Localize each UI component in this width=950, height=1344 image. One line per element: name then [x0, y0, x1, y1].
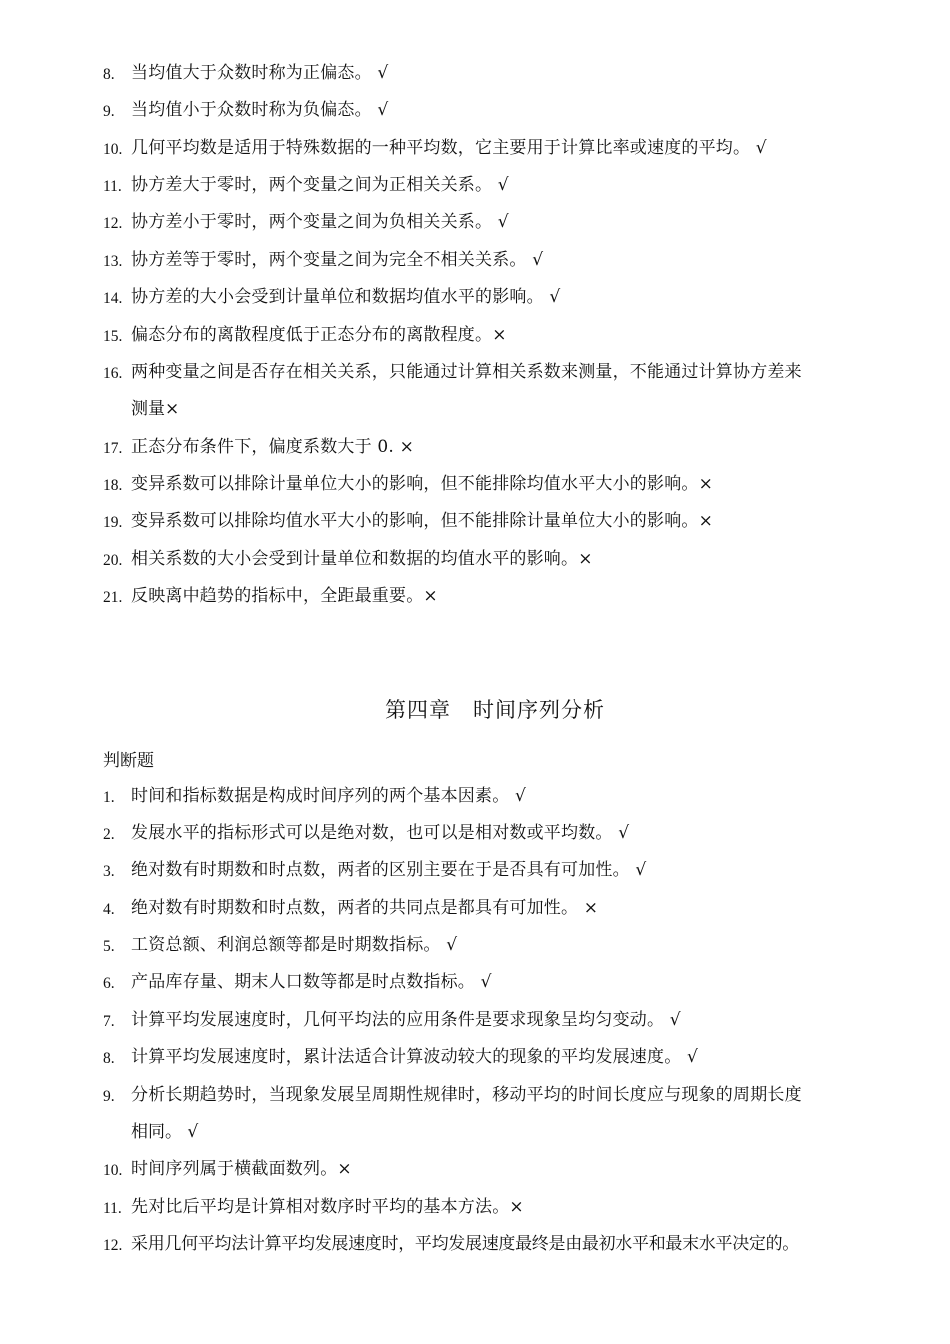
- item-number: 17.: [103, 440, 123, 457]
- list-item: [103, 1151, 893, 1189]
- item-text: 计算平均发展速度时，几何平均法的应用条件是要求现象呈均匀变动。 √: [131, 1010, 681, 1030]
- list-item: [103, 204, 893, 242]
- list-item: [103, 964, 893, 1002]
- item-number: 13.: [103, 253, 123, 270]
- item-number: 16.: [103, 365, 123, 382]
- list-item: [103, 167, 893, 205]
- item-number: 12.: [103, 1237, 123, 1254]
- item-number: 20.: [103, 552, 123, 569]
- item-number: 10.: [103, 1162, 123, 1179]
- item-number: 19.: [103, 514, 123, 531]
- item-number: 8.: [103, 66, 115, 83]
- item-text: 时间序列属于横截面数列。×: [131, 1159, 352, 1179]
- item-text: 采用几何平均法计算平均发展速度时，平均发展速度最终是由最初水平和最末水平决定的。: [131, 1234, 799, 1254]
- item-text: 绝对数有时期数和时点数，两者的共同点是都具有可加性。 ×: [131, 898, 599, 918]
- item-text: 工资总额、利润总额等都是时期数指标。 √: [131, 935, 458, 955]
- item-text: 协方差小于零时，两个变量之间为负相关关系。 √: [131, 212, 509, 232]
- item-number: 15.: [103, 328, 123, 345]
- item-text: 时间和指标数据是构成时间序列的两个基本因素。 √: [131, 786, 527, 806]
- item-number: 4.: [103, 901, 115, 918]
- item-text: 协方差等于零时，两个变量之间为完全不相关关系。 √: [131, 250, 544, 270]
- item-text: 产品库存量、期末人口数等都是时点数指标。 √: [131, 972, 492, 992]
- list-item: [103, 778, 893, 816]
- item-number: 9.: [103, 103, 115, 120]
- list-item: [103, 927, 893, 965]
- item-text: 绝对数有时期数和时点数，两者的区别主要在于是否具有可加性。 √: [131, 860, 647, 880]
- list-item: [103, 317, 893, 355]
- item-number: 11.: [103, 1200, 122, 1217]
- list-item: [103, 815, 893, 853]
- list-item: [103, 354, 893, 428]
- item-text: 变异系数可以排除计量单位大小的影响，但不能排除均值水平大小的影响。×: [131, 474, 714, 494]
- item-number: 5.: [103, 938, 115, 955]
- item-text: 分析长期趋势时，当现象发展呈周期性规律时，移动平均的时间长度应与现象的周期长度: [131, 1085, 802, 1105]
- item-text: 变异系数可以排除均值水平大小的影响，但不能排除计量单位大小的影响。×: [131, 511, 714, 531]
- section-subtitle: 判断题: [103, 751, 154, 771]
- chapter-title: 第四章 时间序列分析: [385, 698, 605, 722]
- item-number: 6.: [103, 975, 115, 992]
- item-text: 两种变量之间是否存在相关关系，只能通过计算相关系数来测量，不能通过计算协方差来: [131, 362, 802, 382]
- list-item: [103, 1077, 893, 1151]
- list-item: [103, 852, 893, 890]
- item-text: 反映离中趋势的指标中，全距最重要。×: [131, 586, 438, 606]
- item-text: 正态分布条件下，偏度系数大于 0. ×: [131, 437, 415, 457]
- list-item: [103, 541, 893, 579]
- item-number: 9.: [103, 1088, 115, 1105]
- item-number: 11.: [103, 178, 122, 195]
- item-text-continuation: 测量×: [131, 399, 180, 419]
- item-number: 7.: [103, 1013, 115, 1030]
- list-item: [103, 242, 893, 280]
- item-number: 1.: [103, 789, 115, 806]
- list-item: [103, 578, 893, 616]
- list-item: [103, 92, 893, 130]
- item-number: 12.: [103, 215, 123, 232]
- list-item: [103, 55, 893, 93]
- item-text-continuation: 相同。 √: [131, 1122, 199, 1142]
- item-number: 3.: [103, 863, 115, 880]
- list-item: [103, 1002, 893, 1040]
- item-text: 当均值小于众数时称为负偏态。 √: [131, 100, 389, 120]
- item-number: 18.: [103, 477, 123, 494]
- list-item: [103, 466, 893, 504]
- item-text: 几何平均数是适用于特殊数据的一种平均数，它主要用于计算比率或速度的平均。 √: [131, 138, 767, 158]
- list-item: [103, 1226, 893, 1264]
- item-text: 偏态分布的离散程度低于正态分布的离散程度。×: [131, 325, 507, 345]
- item-text: 发展水平的指标形式可以是绝对数，也可以是相对数或平均数。 √: [131, 823, 630, 843]
- list-item: [103, 279, 893, 317]
- item-number: 2.: [103, 826, 115, 843]
- item-number: 10.: [103, 141, 123, 158]
- item-text: 计算平均发展速度时，累计法适合计算波动较大的现象的平均发展速度。 √: [131, 1047, 699, 1067]
- list-item: [103, 503, 893, 541]
- item-number: 21.: [103, 589, 123, 606]
- list-item: [103, 890, 893, 928]
- item-text: 当均值大于众数时称为正偏态。 √: [131, 63, 389, 83]
- item-text: 协方差大于零时，两个变量之间为正相关关系。 √: [131, 175, 509, 195]
- item-number: 8.: [103, 1050, 115, 1067]
- list-item: [103, 1189, 893, 1227]
- item-text: 先对比后平均是计算相对数序时平均的基本方法。×: [131, 1197, 524, 1217]
- item-text: 相关系数的大小会受到计量单位和数据的均值水平的影响。×: [131, 549, 593, 569]
- list-item: [103, 1039, 893, 1077]
- list-item: [103, 429, 893, 467]
- item-number: 14.: [103, 290, 123, 307]
- item-text: 协方差的大小会受到计量单位和数据均值水平的影响。 √: [131, 287, 561, 307]
- list-item: [103, 130, 893, 168]
